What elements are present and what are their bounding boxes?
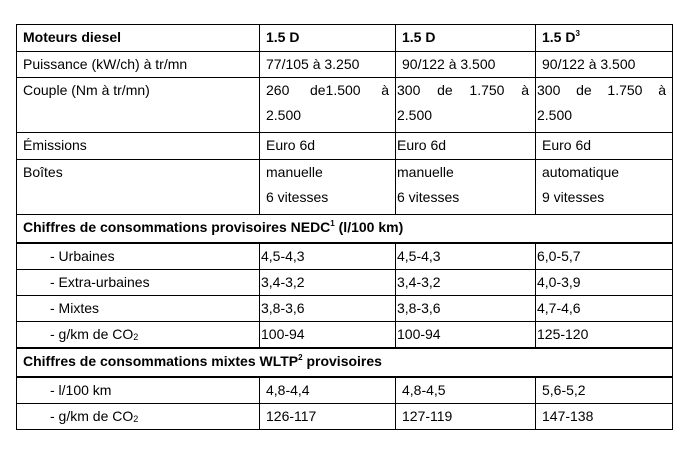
nedc-label-extra-urban: - Extra-urbaines	[17, 269, 260, 295]
row-label-power: Puissance (kW/ch) à tr/mn	[17, 52, 260, 78]
nedc-label-mixed: - Mixtes	[17, 295, 260, 321]
nedc-extra-urban-3: 4,0-3,9	[536, 269, 673, 295]
table-row	[17, 295, 673, 321]
row-label-emissions: Émissions	[17, 132, 260, 159]
cell-emissions-2: Euro 6d	[396, 132, 536, 159]
table-row	[17, 159, 673, 214]
wltp-co2-3: 147-138	[536, 403, 673, 429]
cell-gearbox-3: automatique 9 vitesses	[536, 159, 673, 214]
cell-power-2: 90/122 à 3.500	[396, 52, 536, 78]
header-col-1: 1.5 D	[260, 25, 396, 52]
table-row	[17, 52, 673, 78]
nedc-label-co2: - g/km de $CO_2$	[17, 322, 260, 349]
nedc-co2-2: 100-94	[396, 322, 536, 349]
table-row	[17, 377, 673, 404]
cell-gearbox-2: manuelle 6 vitesses	[396, 159, 536, 214]
nedc-urban-1: 4,5-4,3	[260, 243, 396, 270]
wltp-label-co2: - g/km de $CO_2$	[17, 403, 260, 429]
nedc-mixed-1: 3,8-3,6	[260, 295, 396, 321]
wltp-section-title: Chiffres de consommations mixtes WLTP$^2$ provisoires	[17, 348, 673, 376]
header-col-2: 1.5 D	[396, 25, 536, 52]
nedc-urban-2: 4,5-4,3	[396, 243, 536, 270]
wltp-l100-2: 4,8-4,5	[396, 377, 536, 404]
row-label-torque: Couple (Nm à tr/mn)	[17, 78, 260, 132]
nedc-section-row	[17, 215, 673, 243]
cell-emissions-1: Euro 6d	[260, 132, 396, 159]
cell-torque-1: 260 de1.500 à 2.500	[260, 78, 396, 132]
nedc-co2-1: 100-94	[260, 322, 396, 349]
wltp-l100-1: 4,8-4,4	[260, 377, 396, 404]
engine-spec-table	[16, 24, 673, 430]
nedc-co2-3: 125-120	[536, 322, 673, 349]
header-engines: Moteurs diesel	[17, 25, 260, 52]
table-row	[17, 403, 673, 429]
nedc-mixed-3: 4,7-4,6	[536, 295, 673, 321]
wltp-co2-1: 126-117	[260, 403, 396, 429]
cell-torque-2: 300 de 1.750 à 2.500	[396, 78, 536, 132]
table-row	[17, 269, 673, 295]
row-label-gearbox: Boîtes	[17, 159, 260, 214]
nedc-extra-urban-1: 3,4-3,2	[260, 269, 396, 295]
nedc-section-title: Chiffres de consommations provisoires NEDC$^1$ (l/100 km)	[17, 215, 673, 243]
table-row	[17, 243, 673, 270]
nedc-extra-urban-2: 3,4-3,2	[396, 269, 536, 295]
nedc-mixed-2: 3,8-3,6	[396, 295, 536, 321]
cell-power-1: 77/105 à 3.250	[260, 52, 396, 78]
wltp-co2-2: 127-119	[396, 403, 536, 429]
cell-emissions-3: Euro 6d	[536, 132, 673, 159]
table-header-row	[17, 25, 673, 52]
table-row	[17, 78, 673, 132]
table-row	[17, 322, 673, 349]
header-col-3: 1.5 $D^3$	[536, 25, 673, 52]
nedc-urban-3: 6,0-5,7	[536, 243, 673, 270]
nedc-label-urban: - Urbaines	[17, 243, 260, 270]
wltp-l100-3: 5,6-5,2	[536, 377, 673, 404]
cell-power-3: 90/122 à 3.500	[536, 52, 673, 78]
wltp-section-row	[17, 348, 673, 376]
table-row	[17, 132, 673, 159]
cell-gearbox-1: manuelle 6 vitesses	[260, 159, 396, 214]
cell-torque-3: 300 de 1.750 à 2.500	[536, 78, 673, 132]
wltp-label-l100: - l/100 km	[17, 377, 260, 404]
